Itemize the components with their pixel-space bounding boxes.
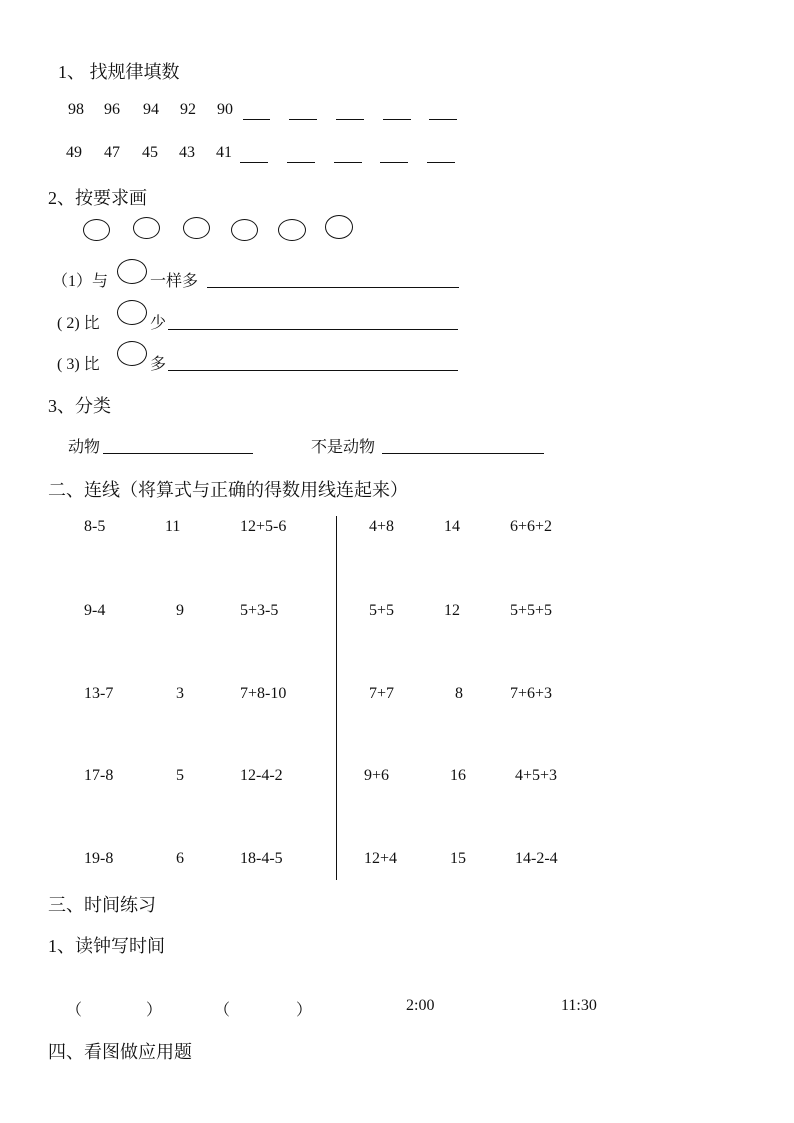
circle-shape <box>117 300 147 325</box>
section4-title: 四、看图做应用题 <box>48 1042 192 1062</box>
expression[interactable]: 14-2-4 <box>515 850 558 867</box>
answer-blank[interactable] <box>427 162 455 163</box>
expression[interactable]: 18-4-5 <box>240 850 283 867</box>
sequence-number: 90 <box>217 101 233 118</box>
sequence-number: 45 <box>142 144 158 161</box>
result-number[interactable]: 12 <box>444 602 460 619</box>
expression[interactable]: 5+5+5 <box>510 602 553 619</box>
result-number[interactable]: 15 <box>450 850 466 867</box>
answer-paren-open: （ <box>214 1002 231 1019</box>
expression[interactable]: 5+5 <box>369 602 395 619</box>
result-number[interactable]: 11 <box>165 518 181 535</box>
result-number[interactable]: 16 <box>450 767 466 784</box>
time-label: 11:30 <box>561 997 597 1014</box>
time-label: 2:00 <box>406 997 435 1014</box>
result-number[interactable]: 9 <box>176 602 184 619</box>
sequence-number: 49 <box>66 144 82 161</box>
item-suffix: 少 <box>150 315 167 332</box>
sequence-number: 92 <box>180 101 196 118</box>
result-number[interactable]: 8 <box>455 685 463 702</box>
not-animal-label: 不是动物 <box>311 439 376 456</box>
answer-blank[interactable] <box>380 162 408 163</box>
result-number[interactable]: 3 <box>176 685 184 702</box>
section2-title: 2、按要求画 <box>48 188 147 208</box>
expression[interactable]: 7+6+3 <box>510 685 553 702</box>
answer-blank[interactable] <box>240 162 268 163</box>
circle-shape <box>83 219 110 241</box>
not-animal-blank[interactable] <box>382 453 544 454</box>
expression[interactable]: 19-8 <box>84 850 114 867</box>
answer-blank[interactable] <box>334 162 362 163</box>
answer-blank[interactable] <box>168 370 458 371</box>
time-section-title: 三、时间练习 <box>48 895 156 915</box>
expression[interactable]: 12-4-2 <box>240 767 283 784</box>
answer-blank[interactable] <box>243 119 270 120</box>
answer-blank[interactable] <box>429 119 457 120</box>
expression[interactable]: 6+6+2 <box>510 518 553 535</box>
item-prefix: ( 2) 比 <box>57 315 100 332</box>
answer-blank[interactable] <box>383 119 411 120</box>
item-prefix: （1）与 <box>52 273 109 290</box>
expression[interactable]: 7+7 <box>369 685 395 702</box>
circle-shape <box>231 219 258 241</box>
answer-paren-close: ） <box>296 1002 313 1019</box>
matching-title: 二、连线（将算式与正确的得数用线连起来） <box>48 480 408 500</box>
expression[interactable]: 7+8-10 <box>240 685 287 702</box>
time-answer-slot-1[interactable] <box>92 993 144 1015</box>
expression[interactable]: 4+5+3 <box>515 767 558 784</box>
expression[interactable]: 9+6 <box>364 767 390 784</box>
animal-label: 动物 <box>68 439 101 456</box>
sequence-number: 43 <box>179 144 195 161</box>
answer-paren-close: ） <box>146 1002 163 1019</box>
expression[interactable]: 5+3-5 <box>240 602 279 619</box>
answer-blank[interactable] <box>168 329 458 330</box>
sequence-number: 98 <box>68 101 84 118</box>
item-prefix: ( 3) 比 <box>57 356 100 373</box>
circle-shape <box>278 219 306 241</box>
item-suffix: 多 <box>150 356 167 373</box>
answer-blank[interactable] <box>287 162 315 163</box>
section3-title: 3、分类 <box>48 396 111 416</box>
expression[interactable]: 13-7 <box>84 685 114 702</box>
result-number[interactable]: 6 <box>176 850 184 867</box>
expression[interactable]: 17-8 <box>84 767 114 784</box>
circle-shape <box>325 215 353 239</box>
time-answer-slot-2[interactable] <box>240 993 292 1015</box>
divider-line <box>336 516 337 880</box>
answer-paren-open: （ <box>66 1002 83 1019</box>
time-subtitle: 1、读钟写时间 <box>48 936 165 956</box>
expression[interactable]: 8-5 <box>84 518 106 535</box>
expression[interactable]: 12+4 <box>364 850 398 867</box>
item-suffix: 一样多 <box>150 273 199 290</box>
expression[interactable]: 4+8 <box>369 518 395 535</box>
circle-shape <box>183 217 210 239</box>
answer-blank[interactable] <box>207 287 459 288</box>
animal-blank[interactable] <box>103 453 253 454</box>
sequence-number: 41 <box>216 144 232 161</box>
sequence-number: 96 <box>104 101 120 118</box>
circle-shape <box>117 259 147 284</box>
expression[interactable]: 12+5-6 <box>240 518 287 535</box>
answer-blank[interactable] <box>289 119 317 120</box>
expression[interactable]: 9-4 <box>84 602 106 619</box>
sequence-number: 94 <box>143 101 159 118</box>
section1-title: 1、 找规律填数 <box>58 62 180 82</box>
result-number[interactable]: 5 <box>176 767 184 784</box>
circle-shape <box>117 341 147 366</box>
result-number[interactable]: 14 <box>444 518 460 535</box>
circle-shape <box>133 217 160 239</box>
answer-blank[interactable] <box>336 119 364 120</box>
sequence-number: 47 <box>104 144 120 161</box>
